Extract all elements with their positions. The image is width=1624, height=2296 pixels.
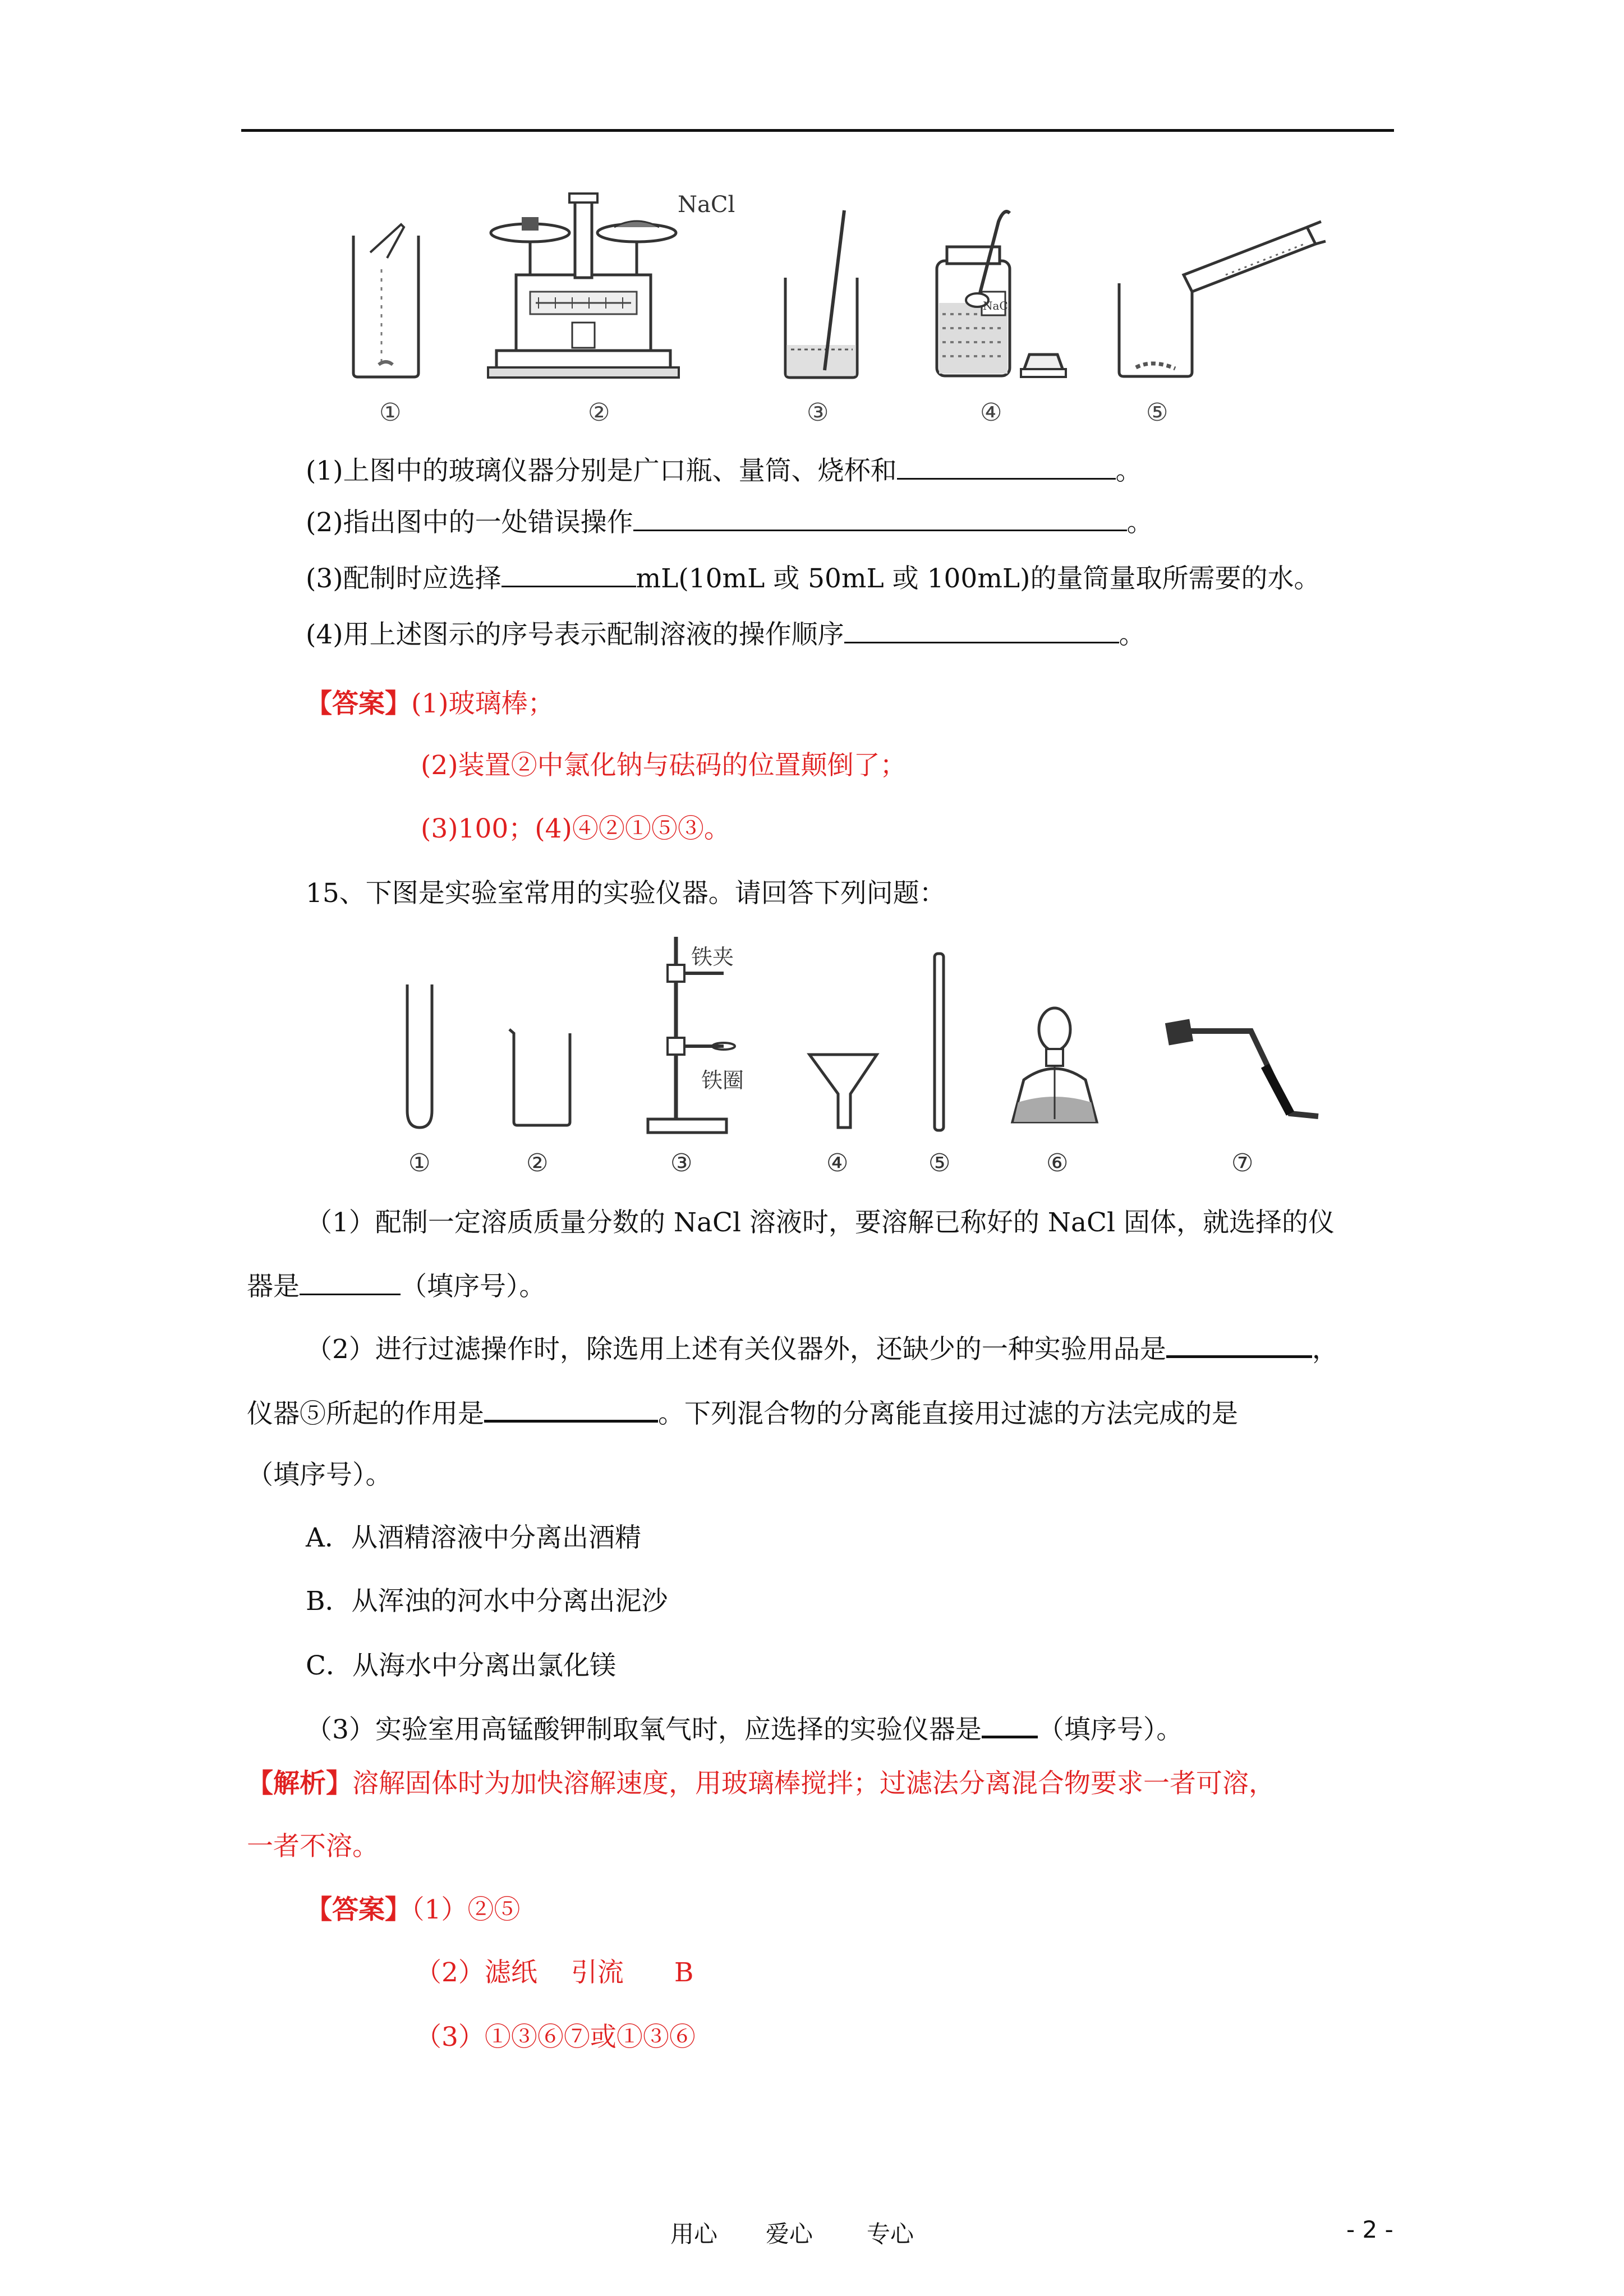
q15-answer-2c: B	[674, 1957, 694, 1988]
q15-analysis-label: 【解析】	[247, 1768, 352, 1799]
q15-answer-line2	[415, 1956, 693, 1990]
q15-answer-label: 【答案】	[306, 1894, 411, 1925]
q15-part1-text: 器是	[247, 1271, 300, 1302]
fig1-caption-4: ④	[980, 398, 1002, 427]
fig2-caption-7: ⑦	[1231, 1149, 1254, 1177]
q15-answer-1: （1）②⑤	[411, 1894, 521, 1925]
q15-part2-line2	[247, 1395, 1238, 1431]
q15-part1-end: （填序号）。	[401, 1271, 546, 1302]
test-tube-icon	[403, 984, 436, 1130]
q15-part2-text2: 仪器⑤所起的作用是	[247, 1398, 484, 1429]
alcohol-lamp-icon	[1007, 1007, 1102, 1133]
q15-part3-text: （3）实验室用高锰酸钾制取氧气时，应选择的实验仪器是	[306, 1714, 982, 1745]
q15-answer-2b: 引流	[571, 1957, 624, 1988]
q15-part1-line2	[247, 1269, 546, 1304]
q14-part2-text: (2)指出图中的一处错误操作	[306, 507, 633, 538]
q14-part2-end: 。	[1126, 507, 1153, 538]
iron-clamp-label: 铁夹	[691, 945, 734, 969]
q15-part2-line1-end: ，	[1312, 1334, 1338, 1365]
q14-answer-label: 【答案】	[306, 688, 411, 719]
q15-answer-2a: （2）滤纸	[415, 1957, 537, 1988]
q15-title: 15、下图是实验室常用的实验仪器。请回答下列问题：	[306, 878, 946, 909]
q15-part3-end: （填序号）。	[1037, 1714, 1183, 1745]
q14-answer-1: (1)玻璃棒；	[411, 688, 554, 719]
q15-option-b: B．从浑浊的河水中分离出泥沙	[306, 1586, 668, 1617]
q14-part1-text: (1)上图中的玻璃仪器分别是广口瓶、量筒、烧杯和	[306, 455, 897, 486]
q14-part4-end: 。	[1119, 619, 1145, 650]
page-number: - 2 -	[1346, 2216, 1393, 2243]
q15-part2-text: （2）进行过滤操作时，除选用上述有关仪器外，还缺少的一种实验用品是	[306, 1334, 1166, 1365]
fig2-caption-6: ⑥	[1046, 1149, 1069, 1177]
nacl-label: NaCl	[678, 192, 735, 218]
fig2-caption-1: ①	[408, 1149, 431, 1177]
jar-nacl-label: NaCl	[983, 299, 1012, 312]
q15-part1-blank[interactable]	[300, 1269, 401, 1295]
fig2-caption-2: ②	[526, 1149, 549, 1177]
q14-answer-2: (2)装置②中氯化钠与砝码的位置颠倒了；	[421, 750, 907, 781]
q14-part1-end: 。	[1115, 455, 1142, 486]
iron-ring-label: 铁圈	[701, 1068, 744, 1093]
q15-analysis-line2: 一者不溶。	[247, 1831, 379, 1862]
fig1-caption-5: ⑤	[1146, 398, 1168, 427]
fig1-caption-2: ②	[588, 398, 610, 427]
q15-analysis-line1	[247, 1767, 1275, 1801]
q15-part3-blank[interactable]	[982, 1711, 1038, 1738]
q14-part3-rest: mL(10mL 或 50mL 或 100mL)的量筒量取所需要的水。	[636, 563, 1321, 594]
q15-option-c: C．从海水中分离出氯化镁	[306, 1650, 616, 1681]
footer-motto-2: 爱心	[766, 2220, 813, 2248]
q15-part2-blank1[interactable]	[1166, 1331, 1312, 1358]
delivery-tube-icon	[1156, 1015, 1324, 1133]
q15-part2-text3: 。下列混合物的分离能直接用过滤的方法完成的是	[658, 1398, 1238, 1429]
q15-analysis-text: 溶解固体时为加快溶解速度，用玻璃棒搅拌；过滤法分离混合物要求一者可溶，	[352, 1768, 1275, 1799]
footer-motto-1: 用心	[670, 2220, 718, 2248]
beaker-icon	[504, 1027, 577, 1128]
q14-answer-3: (3)100；(4)④②①⑤③。	[421, 813, 730, 844]
q14-part3-text: (3)配制时应选择	[306, 563, 502, 594]
fig1-caption-1: ①	[379, 398, 402, 427]
fig1-caption-3: ③	[807, 398, 829, 427]
glass-rod-icon	[931, 954, 948, 1133]
fig2-caption-5: ⑤	[928, 1149, 951, 1177]
fig2-caption-4: ④	[826, 1149, 849, 1177]
fig2-caption-3: ③	[670, 1149, 693, 1177]
q15-part2-line3: （填序号）。	[247, 1460, 392, 1490]
q15-part2-blank2[interactable]	[484, 1395, 658, 1423]
footer-motto-3: 专心	[867, 2220, 914, 2248]
q15-part1-line1: （1）配制一定溶质质量分数的 NaCl 溶液时，要溶解已称好的 NaCl 固体，就选择的仪	[306, 1207, 1335, 1238]
q14-part4-text: (4)用上述图示的序号表示配制溶液的操作顺序	[306, 619, 844, 650]
q15-option-a: A．从酒精溶液中分离出酒精	[306, 1522, 641, 1553]
q15-answer-line1	[306, 1893, 520, 1927]
q15-answer-3: （3）①③⑥⑦或①③⑥	[415, 2022, 696, 2053]
q15-part3	[306, 1711, 1183, 1747]
q15-part2-line1	[306, 1331, 1338, 1366]
funnel-icon	[807, 1049, 880, 1133]
